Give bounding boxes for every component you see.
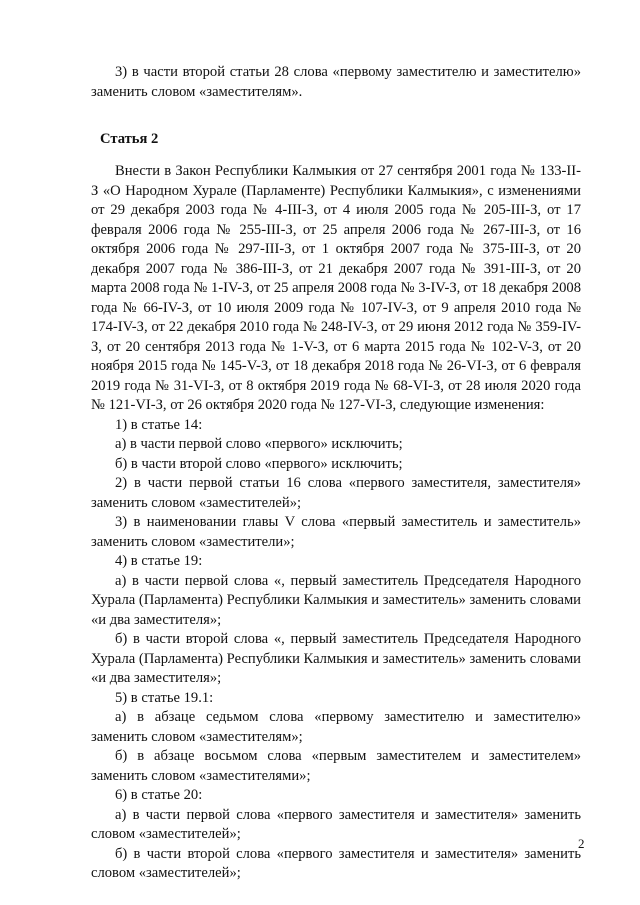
- amendment-item: 4) в статье 19:: [115, 553, 203, 569]
- amendment-subitem: б) в абзаце восьмом слова «первым заместителем и заместителем» заменить словом «заместителями»;: [91, 748, 581, 784]
- amendment-subitem: а) в части первой слова «, первый заместитель Председателя Народного Хурала (Парламента) Республики Калмыкия и заместитель» заменить словами «и два заместителя»;: [91, 572, 581, 628]
- intro-paragraph: Внести в Закон Республики Калмыкия от 27 сентября 2001 года № 133-II-З «О Народном Хурале (Парламенте) Республики Калмыкия», с изменениями от 29 декабря 2003 года № 4-III-З, от 4 июля 2005 года № 205-III-З, от 17 февраля 2006 года № 255-III-З, от 25 апреля 2006 года № 267-III-З, от 16 октября 2006 года № 297-III-З, от 1 октября 2007 года № 375-III-З, от 20 декабря 2007 года № 386-III-З, от 21 декабря 2007 года № 391-III-З, от 20 марта 2008 года № 1-IV-З, от 25 апреля 2008 года № 3-IV-З, от 18 декабря 2008 года № 66-IV-З, от 10 июля 2009 года № 107-IV-З, от 9 апреля 2010 года № 174-IV-З, от 22 декабря 2010 года № 248-IV-З, от 29 июня 2012 года № 359-IV-З, от 20 сентября 2013 года № 1-V-З, от 6 марта 2015 года № 102-V-З, от 20 ноября 2015 года № 145-V-З, от 18 декабря 2018 года № 26-VI-З, от 6 февраля 2019 года № 31-VI-З, от 8 октября 2019 года № 68-VI-З, от 28 июля 2020 года № 121-VI-З, от 26 октября 2020 года № 127-VI-З, следующие изменения:: [91, 163, 581, 413]
- article-body: [91, 162, 581, 884]
- amendment-item: 3) в части второй статьи 28 слова «первому заместителю и заместителю» заменить словом «заместителям».: [91, 64, 581, 100]
- amendment-subitem: а) в части первой слово «первого» исключить;: [115, 436, 403, 452]
- amendment-subitem: б) в части второй слова «первого заместителя и заместителя» заменить словом «заместителей»;: [91, 845, 581, 881]
- amendment-item: 6) в статье 20:: [115, 787, 203, 803]
- amendment-item: 3) в наименовании главы V слова «первый заместитель и заместитель» заменить словом «заместители»;: [91, 514, 581, 550]
- page-number: 2: [578, 836, 585, 851]
- amendment-subitem: а) в абзаце седьмом слова «первому заместителю и заместителю» заменить словом «заместителям»;: [91, 709, 581, 745]
- amendment-subitem: б) в части второй слова «, первый заместитель Председателя Народного Хурала (Парламента) Республики Калмыкия и заместитель» заменить словами «и два заместителя»;: [91, 631, 581, 686]
- amendment-item: 2) в части первой статьи 16 слова «первого заместителя, заместителя» заменить словом «заместителей»;: [91, 475, 581, 511]
- amendment-item: 5) в статье 19.1:: [115, 689, 214, 706]
- amendment-item: 1) в статье 14:: [115, 416, 203, 433]
- amendment-subitem: б) в части второй слово «первого» исключить;: [115, 455, 403, 472]
- top-item-block: [91, 63, 581, 102]
- article-heading: Статья 2: [100, 131, 159, 147]
- amendment-subitem: а) в части первой слова «первого заместителя и заместителя» заменить словом «заместителей»;: [91, 806, 581, 842]
